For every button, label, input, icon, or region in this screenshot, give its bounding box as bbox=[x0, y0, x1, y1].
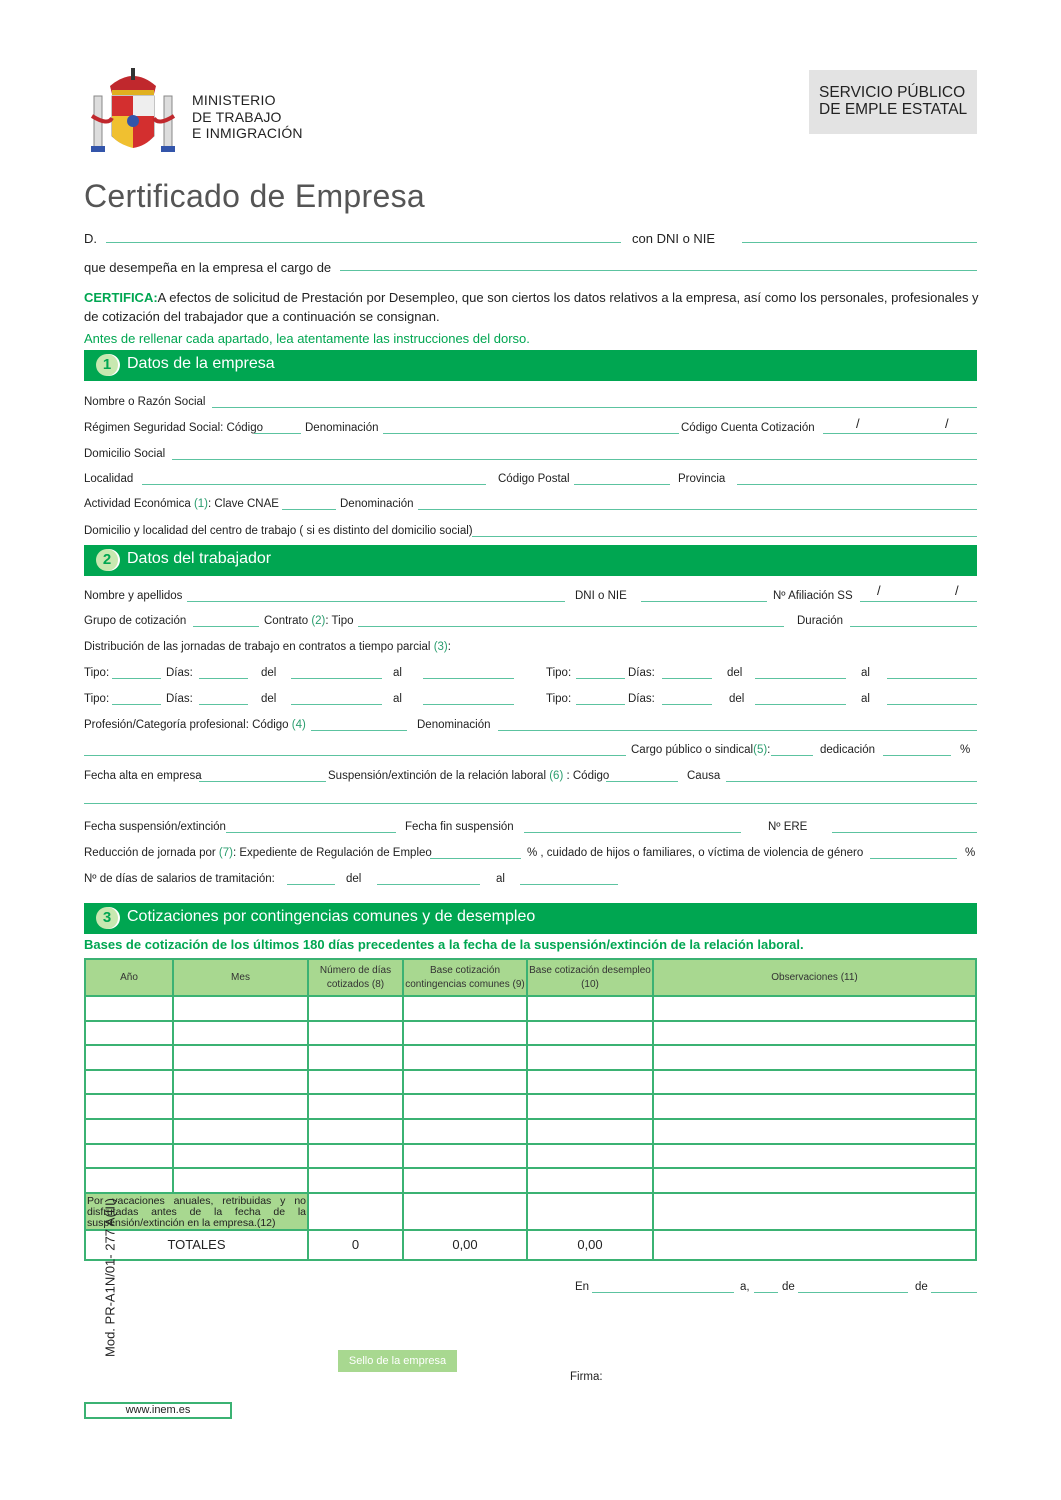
del-label: del bbox=[261, 667, 277, 679]
de-label: de bbox=[782, 1281, 795, 1293]
domicilio-label: Domicilio Social bbox=[84, 448, 166, 460]
ere-label: Nº ERE bbox=[768, 821, 808, 833]
table-cell[interactable] bbox=[527, 1144, 653, 1169]
tipo-field[interactable] bbox=[112, 704, 161, 705]
salarios-label: Nº de días de salarios de tramitación: bbox=[84, 873, 275, 885]
table-cell[interactable] bbox=[173, 1119, 308, 1144]
vacaciones-row bbox=[85, 1193, 976, 1230]
actividad-denominacion-label: Denominación bbox=[340, 498, 414, 510]
table-cell[interactable] bbox=[173, 1045, 308, 1070]
ere-field[interactable] bbox=[832, 832, 977, 833]
page-title: Certificado de Empresa bbox=[84, 178, 425, 214]
col-header-mes: Mes bbox=[173, 959, 308, 996]
dni-label: con DNI o NIE bbox=[632, 231, 716, 246]
table-cell[interactable] bbox=[403, 1119, 527, 1144]
del-label: del bbox=[727, 667, 743, 679]
table-cell[interactable] bbox=[308, 1070, 403, 1095]
denominacion-label: Denominación bbox=[305, 422, 379, 434]
del-field[interactable] bbox=[291, 678, 382, 679]
table-cell[interactable] bbox=[527, 1119, 653, 1144]
actividad-denominacion-field[interactable] bbox=[418, 509, 977, 510]
cuidado-percent-field[interactable] bbox=[870, 858, 957, 859]
del-field[interactable] bbox=[291, 704, 382, 705]
cp-label: Código Postal bbox=[498, 473, 570, 485]
table-cell[interactable] bbox=[308, 1094, 403, 1119]
actividad-label bbox=[84, 498, 279, 510]
table-cell[interactable] bbox=[653, 1144, 976, 1169]
table-cell[interactable] bbox=[173, 1144, 308, 1169]
tipo-field[interactable] bbox=[112, 678, 161, 679]
footnote-ref: (6) bbox=[549, 770, 564, 782]
suspension-text: Suspensión/extinción de la relación laboral bbox=[328, 770, 547, 782]
dias-label: Días: bbox=[628, 693, 655, 705]
table-cell[interactable] bbox=[308, 1119, 403, 1144]
vacaciones-label: Por vacaciones anuales, retribuidas y no disfrutadas antes de la fecha de la suspensión/extinción en la empresa.(12) bbox=[87, 1194, 306, 1229]
cp-field[interactable] bbox=[574, 484, 670, 485]
table-row bbox=[85, 1021, 976, 1046]
al-field[interactable] bbox=[423, 704, 514, 705]
table-cell[interactable] bbox=[403, 996, 527, 1021]
table-cell[interactable] bbox=[653, 1094, 976, 1119]
col-header-ano: Año bbox=[85, 959, 173, 996]
afiliacion-separator: / bbox=[877, 583, 881, 598]
profesion-codigo-field[interactable] bbox=[311, 730, 407, 731]
expediente-text: : Expediente de Regulación de Empleo bbox=[232, 847, 432, 859]
cnae-text: : Clave CNAE bbox=[208, 498, 279, 510]
table-cell[interactable] bbox=[527, 1193, 653, 1230]
afiliacion-separator: / bbox=[955, 583, 959, 598]
table-header-row bbox=[85, 959, 976, 996]
month-field[interactable] bbox=[798, 1292, 908, 1293]
table-cell[interactable] bbox=[653, 1193, 976, 1230]
worker-dni-label: DNI o NIE bbox=[575, 590, 627, 602]
dias-label: Días: bbox=[166, 667, 193, 679]
ccc-field[interactable] bbox=[823, 433, 977, 434]
del-field[interactable] bbox=[755, 704, 846, 705]
profesion-label bbox=[84, 719, 306, 731]
model-code: Mod. PR-A1N/01- 277 A(III) bbox=[102, 1198, 118, 1357]
centro-trabajo-field[interactable] bbox=[472, 536, 977, 537]
table-cell[interactable] bbox=[527, 1094, 653, 1119]
certifica-text: A efectos de solicitud de Prestación por Desempleo, que son ciertos los datos relativos a la empresa, así como los personales, profesionales y de cotización del trabajador que a continuación se consignan. bbox=[84, 290, 979, 324]
cargo-publico-field[interactable] bbox=[771, 755, 813, 756]
table-cell[interactable] bbox=[173, 1094, 308, 1119]
causa-field[interactable] bbox=[726, 781, 977, 782]
section-1-header bbox=[84, 350, 977, 381]
day-field[interactable] bbox=[754, 1292, 778, 1293]
reduccion-text: Reducción de jornada por bbox=[84, 847, 216, 859]
certifica-statement bbox=[84, 288, 979, 326]
website-link[interactable]: www.inem.es bbox=[84, 1402, 232, 1419]
fecha-alta-label: Fecha alta en empresa bbox=[84, 770, 202, 782]
table-cell[interactable] bbox=[653, 1021, 976, 1046]
cnae-field[interactable] bbox=[282, 509, 336, 510]
a-label: a, bbox=[740, 1281, 750, 1293]
al-field[interactable] bbox=[887, 704, 977, 705]
table-cell[interactable] bbox=[308, 1021, 403, 1046]
grupo-label: Grupo de cotización bbox=[84, 615, 187, 627]
suspension-codigo-field[interactable] bbox=[606, 781, 678, 782]
table-cell[interactable] bbox=[85, 1045, 173, 1070]
table-subtitle: Bases de cotización de los últimos 180 días precedentes a la fecha de la suspensión/extinción de la relación laboral. bbox=[84, 937, 804, 952]
table-cell[interactable] bbox=[653, 1070, 976, 1095]
fecha-suspension-label: Fecha suspensión/extinción bbox=[84, 821, 226, 833]
section-number-badge: 3 bbox=[96, 907, 118, 929]
table-cell[interactable] bbox=[308, 1144, 403, 1169]
al-label: al bbox=[393, 693, 402, 705]
table-cell[interactable] bbox=[403, 1193, 527, 1230]
dias-field[interactable] bbox=[662, 704, 712, 705]
table-cell[interactable] bbox=[527, 996, 653, 1021]
col-header-base-desempleo: Base cotización desempleo (10) bbox=[527, 959, 653, 996]
razon-social-field[interactable] bbox=[212, 407, 977, 408]
fecha-fin-label: Fecha fin suspensión bbox=[405, 821, 514, 833]
declarant-dni-field[interactable] bbox=[742, 242, 977, 243]
table-cell[interactable] bbox=[173, 1070, 308, 1095]
table-cell[interactable] bbox=[403, 1070, 527, 1095]
footnote-ref: (7) bbox=[218, 847, 233, 859]
afiliacion-label: Nº Afiliación SS bbox=[773, 590, 853, 602]
actividad-text: Actividad Económica bbox=[84, 498, 191, 510]
section-title: Datos del trabajador bbox=[127, 550, 272, 567]
section-2-header bbox=[84, 545, 977, 576]
footnote-ref: (4) bbox=[291, 719, 306, 731]
table-row bbox=[85, 1119, 976, 1144]
contrato-tipo-field[interactable] bbox=[358, 626, 784, 627]
al-field[interactable] bbox=[887, 678, 977, 679]
ccc-label: Código Cuenta Cotización bbox=[681, 422, 815, 434]
table-cell[interactable] bbox=[308, 1045, 403, 1070]
table-row bbox=[85, 996, 976, 1021]
al-label: al bbox=[861, 667, 870, 679]
table-cell[interactable] bbox=[653, 1045, 976, 1070]
totales-row bbox=[85, 1230, 976, 1260]
ministry-line: MINISTERIO bbox=[192, 92, 276, 108]
localidad-label: Localidad bbox=[84, 473, 134, 485]
col-header-observaciones: Observaciones (11) bbox=[653, 959, 976, 996]
table-cell[interactable] bbox=[527, 1168, 653, 1193]
tipo-label: Tipo: bbox=[84, 693, 110, 705]
ministry-line: E INMIGRACIÓN bbox=[192, 125, 303, 141]
total-base-desempleo: 0,00 bbox=[527, 1230, 653, 1260]
dias-field[interactable] bbox=[199, 678, 248, 679]
section-number-badge: 1 bbox=[96, 354, 118, 376]
agency-line: SERVICIO PÚBLICO bbox=[819, 84, 966, 101]
ccc-separator: / bbox=[945, 416, 949, 431]
causa-label: Causa bbox=[687, 770, 721, 782]
tipo-label: Tipo: bbox=[546, 667, 572, 679]
table-cell[interactable] bbox=[85, 1168, 173, 1193]
ere-percent-field[interactable] bbox=[430, 858, 521, 859]
table-cell[interactable] bbox=[85, 996, 173, 1021]
profesion-continuation-field[interactable] bbox=[84, 755, 626, 756]
tipo-label: Tipo: bbox=[546, 693, 572, 705]
totales-label: TOTALES bbox=[85, 1230, 308, 1260]
codigo-text: : Código bbox=[566, 770, 610, 782]
tipo-label: Tipo: bbox=[84, 667, 110, 679]
al-label: al bbox=[861, 693, 870, 705]
table-cell[interactable] bbox=[653, 1119, 976, 1144]
table-row bbox=[85, 1168, 976, 1193]
footnote-ref: (5) bbox=[753, 744, 768, 756]
table-row bbox=[85, 1070, 976, 1095]
regimen-label: Régimen Seguridad Social: Código bbox=[84, 422, 263, 434]
section-3-header bbox=[84, 903, 977, 934]
table-row bbox=[85, 1094, 976, 1119]
footnote-ref: (3) bbox=[433, 641, 448, 653]
contrato-label bbox=[264, 615, 354, 627]
worker-dni-field[interactable] bbox=[641, 601, 767, 602]
cargo-publico-label: Cargo público o sindical(5): bbox=[631, 744, 771, 756]
table-cell[interactable] bbox=[85, 1070, 173, 1095]
profesion-text: Profesión/Categoría profesional: Código bbox=[84, 719, 289, 731]
provincia-field[interactable] bbox=[737, 484, 977, 485]
provincia-label: Provincia bbox=[678, 473, 726, 485]
cuidado-label: % , cuidado de hijos o familiares, o víctima de violencia de género bbox=[527, 847, 864, 859]
percent-sign: % bbox=[965, 847, 976, 859]
percent-sign: % bbox=[960, 744, 971, 756]
table-cell[interactable] bbox=[403, 1144, 527, 1169]
table-row bbox=[85, 1045, 976, 1070]
table-cell[interactable] bbox=[85, 1094, 173, 1119]
del-label: del bbox=[261, 693, 277, 705]
table-cell[interactable] bbox=[527, 1045, 653, 1070]
table-cell[interactable] bbox=[403, 1168, 527, 1193]
certifica-label: CERTIFICA: bbox=[84, 290, 158, 305]
en-label: En bbox=[575, 1281, 590, 1293]
d-label: D. bbox=[84, 231, 97, 246]
col-header-base-comunes: Base cotización contingencias comunes (9) bbox=[403, 959, 527, 996]
table-cell[interactable] bbox=[653, 1168, 976, 1193]
table-cell[interactable] bbox=[403, 1094, 527, 1119]
table-cell[interactable] bbox=[173, 1168, 308, 1193]
agency-badge bbox=[809, 70, 977, 134]
nombre-apellidos-label: Nombre y apellidos bbox=[84, 590, 183, 602]
place-field[interactable] bbox=[592, 1292, 734, 1293]
table-cell[interactable] bbox=[308, 1168, 403, 1193]
localidad-field[interactable] bbox=[142, 484, 486, 485]
domicilio-field[interactable] bbox=[172, 459, 977, 460]
profesion-denominacion-field[interactable] bbox=[498, 730, 977, 731]
tipo-field[interactable] bbox=[576, 704, 625, 705]
ministry-line: DE TRABAJO bbox=[192, 108, 282, 125]
cotizaciones-table bbox=[84, 958, 977, 1261]
table-cell[interactable] bbox=[403, 1021, 527, 1046]
coat-of-arms-logo bbox=[88, 66, 178, 158]
reduccion-label bbox=[84, 847, 432, 859]
section-title: Cotizaciones por contingencias comunes y de desempleo bbox=[127, 908, 536, 925]
year-field[interactable] bbox=[931, 1292, 977, 1293]
dias-field[interactable] bbox=[199, 704, 248, 705]
regimen-codigo-field[interactable] bbox=[254, 433, 301, 434]
table-cell[interactable] bbox=[85, 1021, 173, 1046]
contrato-text: Contrato bbox=[264, 615, 309, 627]
dias-field[interactable] bbox=[662, 678, 712, 679]
footnote-ref: (1) bbox=[193, 498, 209, 510]
profesion-denominacion-label: Denominación bbox=[417, 719, 491, 731]
dedicacion-field[interactable] bbox=[883, 755, 951, 756]
ministry-name bbox=[192, 92, 303, 142]
al-label: al bbox=[393, 667, 402, 679]
table-cell[interactable] bbox=[173, 996, 308, 1021]
fecha-fin-field[interactable] bbox=[524, 832, 741, 833]
agency-line: DE EMPLE ESTATAL bbox=[819, 101, 968, 118]
salarios-del-label: del bbox=[346, 873, 362, 885]
nombre-apellidos-field[interactable] bbox=[187, 601, 565, 602]
del-field[interactable] bbox=[755, 678, 846, 679]
declarant-cargo-field[interactable] bbox=[340, 270, 977, 271]
suspension-label bbox=[328, 770, 609, 782]
table-cell[interactable] bbox=[527, 1021, 653, 1046]
causa-continuation-field[interactable] bbox=[84, 803, 977, 804]
grupo-field[interactable] bbox=[193, 626, 259, 627]
razon-social-label: Nombre o Razón Social bbox=[84, 396, 206, 408]
regimen-denominacion-field[interactable] bbox=[383, 433, 679, 434]
table-cell[interactable] bbox=[85, 1119, 173, 1144]
cargo-publico-text: Cargo público o sindical bbox=[631, 744, 754, 756]
table-row bbox=[85, 1144, 976, 1169]
de-label: de bbox=[915, 1281, 928, 1293]
centro-trabajo-label: Domicilio y localidad del centro de trabajo ( si es distinto del domicilio social) bbox=[84, 525, 473, 537]
total-dias: 0 bbox=[308, 1230, 403, 1260]
salarios-al-field[interactable] bbox=[520, 884, 618, 885]
distribucion-text: Distribución de las jornadas de trabajo en contratos a tiempo parcial bbox=[84, 641, 431, 653]
del-label: del bbox=[729, 693, 745, 705]
fecha-suspension-field[interactable] bbox=[226, 832, 396, 833]
total-observaciones bbox=[653, 1230, 976, 1260]
table-cell[interactable] bbox=[308, 1193, 403, 1230]
table-cell[interactable] bbox=[403, 1045, 527, 1070]
al-field[interactable] bbox=[423, 678, 514, 679]
col-header-dias: Número de días cotizados (8) bbox=[308, 959, 403, 996]
dedicacion-label: dedicación bbox=[820, 744, 875, 756]
table-cell[interactable] bbox=[653, 996, 976, 1021]
distribucion-label: Distribución de las jornadas de trabajo en contratos a tiempo parcial (3): bbox=[84, 641, 451, 653]
tipo-field[interactable] bbox=[576, 678, 625, 679]
salarios-al-label: al bbox=[496, 873, 505, 885]
table-cell[interactable] bbox=[173, 1021, 308, 1046]
duracion-label: Duración bbox=[797, 615, 844, 627]
salarios-dias-field[interactable] bbox=[287, 884, 335, 885]
table-cell[interactable] bbox=[85, 1144, 173, 1169]
table-cell[interactable] bbox=[527, 1070, 653, 1095]
footnote-ref: (2) bbox=[311, 615, 326, 627]
total-base-comunes: 0,00 bbox=[403, 1230, 527, 1260]
duracion-field[interactable] bbox=[850, 626, 977, 627]
dias-label: Días: bbox=[628, 667, 655, 679]
table-cell[interactable] bbox=[308, 996, 403, 1021]
ccc-separator: / bbox=[856, 416, 860, 431]
cargo-label: que desempeña en la empresa el cargo de bbox=[84, 260, 332, 275]
company-stamp-area[interactable]: Sello de la empresa bbox=[338, 1350, 457, 1372]
section-number-badge: 2 bbox=[96, 549, 118, 571]
dias-label: Días: bbox=[166, 693, 193, 705]
instructions-note: Antes de rellenar cada apartado, lea atentamente las instrucciones del dorso. bbox=[84, 331, 530, 346]
salarios-del-field[interactable] bbox=[377, 884, 480, 885]
fecha-alta-field[interactable] bbox=[199, 781, 326, 782]
declarant-name-field[interactable] bbox=[106, 242, 621, 243]
tipo-text: : Tipo bbox=[325, 615, 354, 627]
section-title: Datos de la empresa bbox=[127, 355, 275, 372]
afiliacion-field[interactable] bbox=[860, 601, 977, 602]
firma-label: Firma: bbox=[570, 1371, 603, 1383]
